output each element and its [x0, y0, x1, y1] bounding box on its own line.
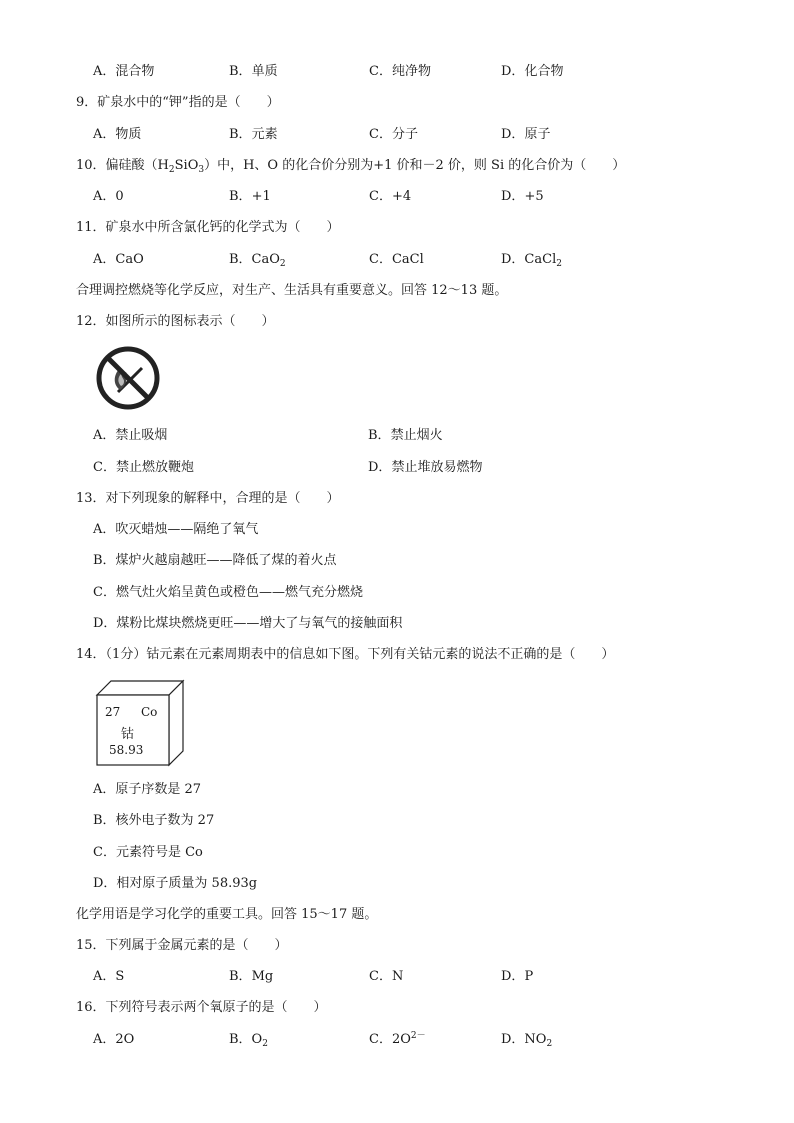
q8-option-c: C．纯净物: [369, 64, 431, 79]
q16-option-a: A．2O: [93, 1032, 135, 1047]
q14-stem: 14．（1分）钴元素在元素周期表中的信息如下图。下列有关钴元素的说法不正确的是（ ）: [76, 647, 615, 662]
q13-option-b: B．煤炉火越扇越旺——降低了煤的着火点: [93, 553, 337, 568]
q8-option-a: A．混合物: [93, 64, 155, 79]
q13-option-a: A．吹灭蜡烛——隔绝了氧气: [93, 522, 259, 537]
q10-stem: 10．偏硅酸$(H_2SiO_3)$中，H、O 的化合价分别为+1 价和－2 价，则 Si 的化合价为（ ）: [76, 158, 626, 175]
q15-stem: 15．下列属于金属元素的是（ ）: [76, 938, 288, 953]
q12-option-b: B．禁止烟火: [368, 428, 443, 443]
q12-option-c: C．禁止燃放鞭炮: [93, 460, 194, 475]
q11-option-d: D．CaCl$_2$: [501, 252, 562, 269]
element-number: 27: [105, 705, 121, 719]
section-intro-12-13: 合理调控燃烧等化学反应，对生产、生活具有重要意义。回答 12～13 题。: [76, 283, 508, 298]
element-cell-cobalt: [95, 679, 185, 771]
q9-stem: 9．矿泉水中的“钾”指的是（ ）: [76, 95, 280, 110]
q11-option-c: C．CaCl: [369, 252, 424, 267]
q15-option-c: C．N: [369, 969, 404, 984]
q10-option-a: A．0: [93, 189, 124, 204]
q15-option-d: D．P: [501, 969, 534, 984]
q16-option-d: D．$NO_2$: [501, 1032, 553, 1049]
q12-option-a: A．禁止吸烟: [93, 428, 168, 443]
q16-option-c: C．$2O^{2-}$: [369, 1031, 426, 1047]
section-intro-15-17: 化学用语是学习化学的重要工具。回答 15～17 题。: [76, 907, 378, 922]
q14-option-c: C．元素符号是 Co: [93, 845, 203, 860]
q14-option-b: B．核外电子数为 27: [93, 813, 215, 828]
q16-stem: 16．下列符号表示两个氧原子的是（ ）: [76, 1000, 327, 1015]
element-name: 钴: [121, 727, 135, 742]
q12-stem: 12．如图所示的图标表示（ ）: [76, 314, 275, 329]
q14-option-d: D．相对原子质量为 58.93g: [93, 876, 258, 891]
q10-option-c: C．+4: [369, 189, 412, 204]
q10-option-b: B．+1: [229, 189, 271, 204]
q13-option-d: D．煤粉比煤块燃烧更旺——增大了与氧气的接触面积: [93, 616, 403, 631]
q9-option-b: B．元素: [229, 127, 278, 142]
q9-option-d: D．原子: [501, 127, 551, 142]
q10-option-d: D．+5: [501, 189, 544, 204]
q13-option-c: C．燃气灶火焰呈黄色或橙色——燃气充分燃烧: [93, 585, 363, 600]
q12-option-d: D．禁止堆放易燃物: [368, 460, 483, 475]
element-mass: 58.93: [109, 743, 144, 757]
element-symbol: Co: [141, 705, 158, 719]
q9-option-c: C．分子: [369, 127, 418, 142]
q8-option-d: D．化合物: [501, 64, 564, 79]
q15-option-b: B．Mg: [229, 969, 274, 984]
q11-option-b: B．CaO$_2$: [229, 252, 286, 269]
q11-option-a: A．CaO: [93, 252, 144, 267]
q9-option-a: A．物质: [93, 127, 142, 142]
no-fire-sign-icon: [96, 346, 160, 414]
q14-option-a: A．原子序数是 27: [93, 782, 202, 797]
q11-stem: 11．矿泉水中所含氯化钙的化学式为（ ）: [76, 220, 340, 235]
q13-stem: 13．对下列现象的解释中，合理的是（ ）: [76, 491, 340, 506]
q15-option-a: A．S: [93, 969, 125, 984]
q16-option-b: B．$O_2$: [229, 1032, 268, 1049]
q8-option-b: B．单质: [229, 64, 278, 79]
